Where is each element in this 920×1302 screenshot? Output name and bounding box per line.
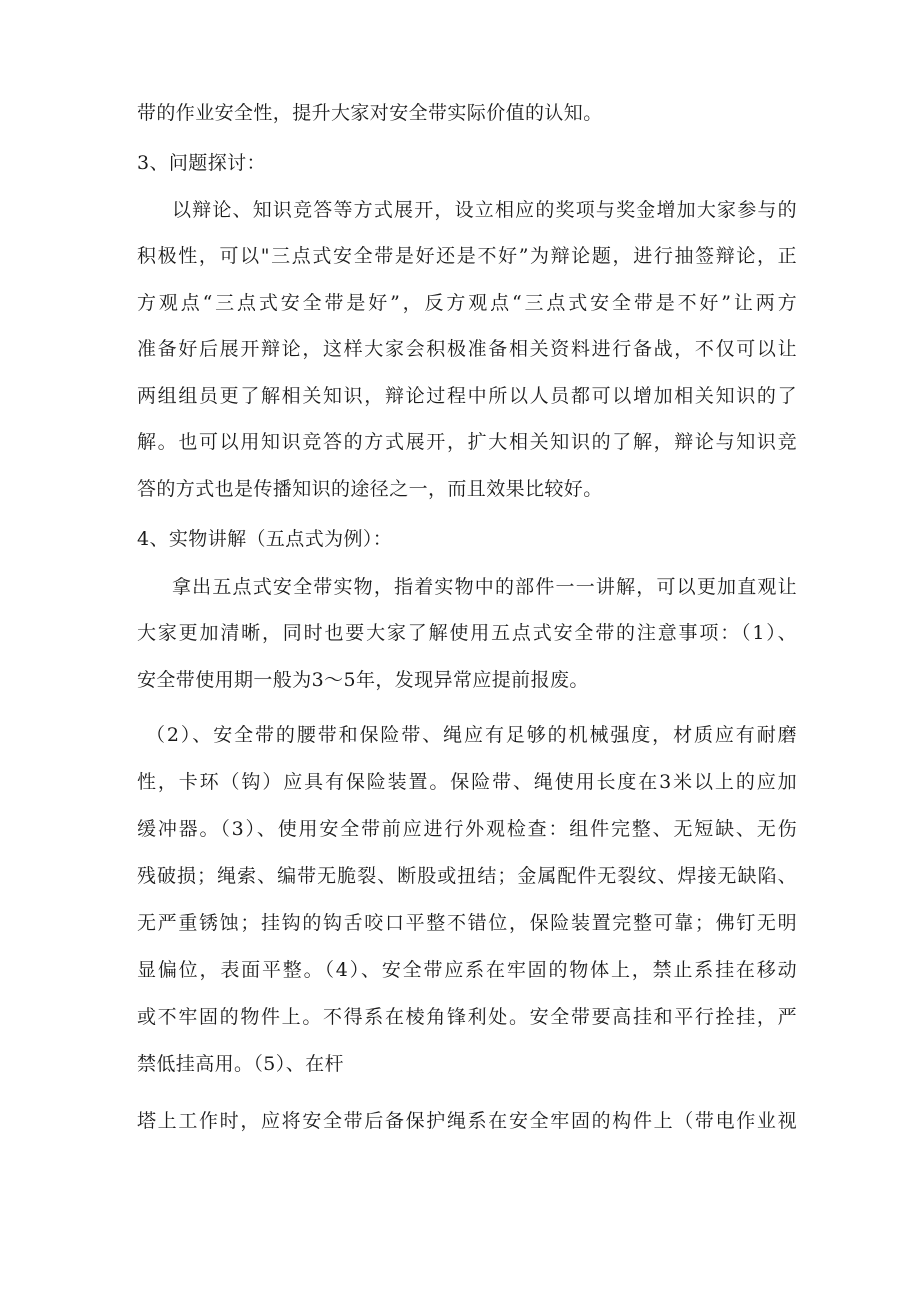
paragraph-line: 无严重锈蚀；挂钩的钩舌咬口平整不错位，保险装置完整可靠；佛钉无明 [137, 912, 797, 934]
paragraph-line: 答的方式也是传播知识的途径之一，而且效果比较好。 [137, 478, 603, 500]
paragraph-line: 两组组员更了解相关知识，辩论过程中所以人员都可以增加相关知识的了 [137, 385, 797, 407]
paragraph-line: 积极性，可以"三点式安全带是好还是不好”为辩论题，进行抽签辩论，正 [137, 245, 797, 267]
paragraph-line: 准备好后展开辩论，这样大家会积极准备相关资料进行备战，不仅可以让 [137, 338, 797, 360]
paragraph-line: 方观点“三点式安全带是好”，反方观点“三点式安全带是不好”让两方 [137, 292, 797, 314]
paragraph-line: 或不牢固的物件上。不得系在棱角锋利处。安全带要高挂和平行拴挂，严 [137, 1006, 797, 1028]
paragraph-line: 禁低挂高用。（5）、在杆 [137, 1053, 344, 1075]
paragraph-line: （2）、安全带的腰带和保险带、绳应有足够的机械强度，材质应有耐磨 [146, 724, 797, 746]
section-heading-4: 4、实物讲解（五点式为例）： [137, 528, 393, 550]
section-heading-3: 3、问题探讨： [137, 152, 266, 174]
paragraph-line: 显偏位，表面平整。（4）、安全带应系在牢固的物体上，禁止系挂在移动 [137, 959, 797, 981]
paragraph-line: 大家更加清晰，同时也要大家了解使用五点式安全带的注意事项：（1）、 [137, 622, 797, 644]
paragraph-line: 缓冲器。（3）、使用安全带前应进行外观检查：组件完整、无短缺、无伤 [137, 818, 797, 840]
paragraph-line: 塔上工作时，应将安全带后备保护绳系在安全牢固的构件上（带电作业视 [137, 1110, 797, 1132]
paragraph-line: 拿出五点式安全带实物，指着实物中的部件一一讲解，可以更加直观让 [172, 576, 797, 598]
paragraph-line: 解。也可以用知识竞答的方式展开，扩大相关知识的了解，辩论与知识竞 [137, 431, 797, 453]
paragraph-line: 性，卡环（钩）应具有保险装置。保险带、绳使用长度在3米以上的应加 [137, 771, 797, 793]
paragraph-line: 残破损；绳索、编带无脆裂、断股或扭结；金属配件无裂纹、焊接无缺陷、 [137, 865, 797, 887]
paragraph-line: 带的作业安全性，提升大家对安全带实际价值的认知。 [137, 102, 603, 124]
paragraph-line: 以辩论、知识竞答等方式展开，设立相应的奖项与奖金增加大家参与的 [172, 199, 797, 221]
paragraph-line: 安全带使用期一般为3～5年，发现异常应提前报废。 [137, 669, 589, 691]
